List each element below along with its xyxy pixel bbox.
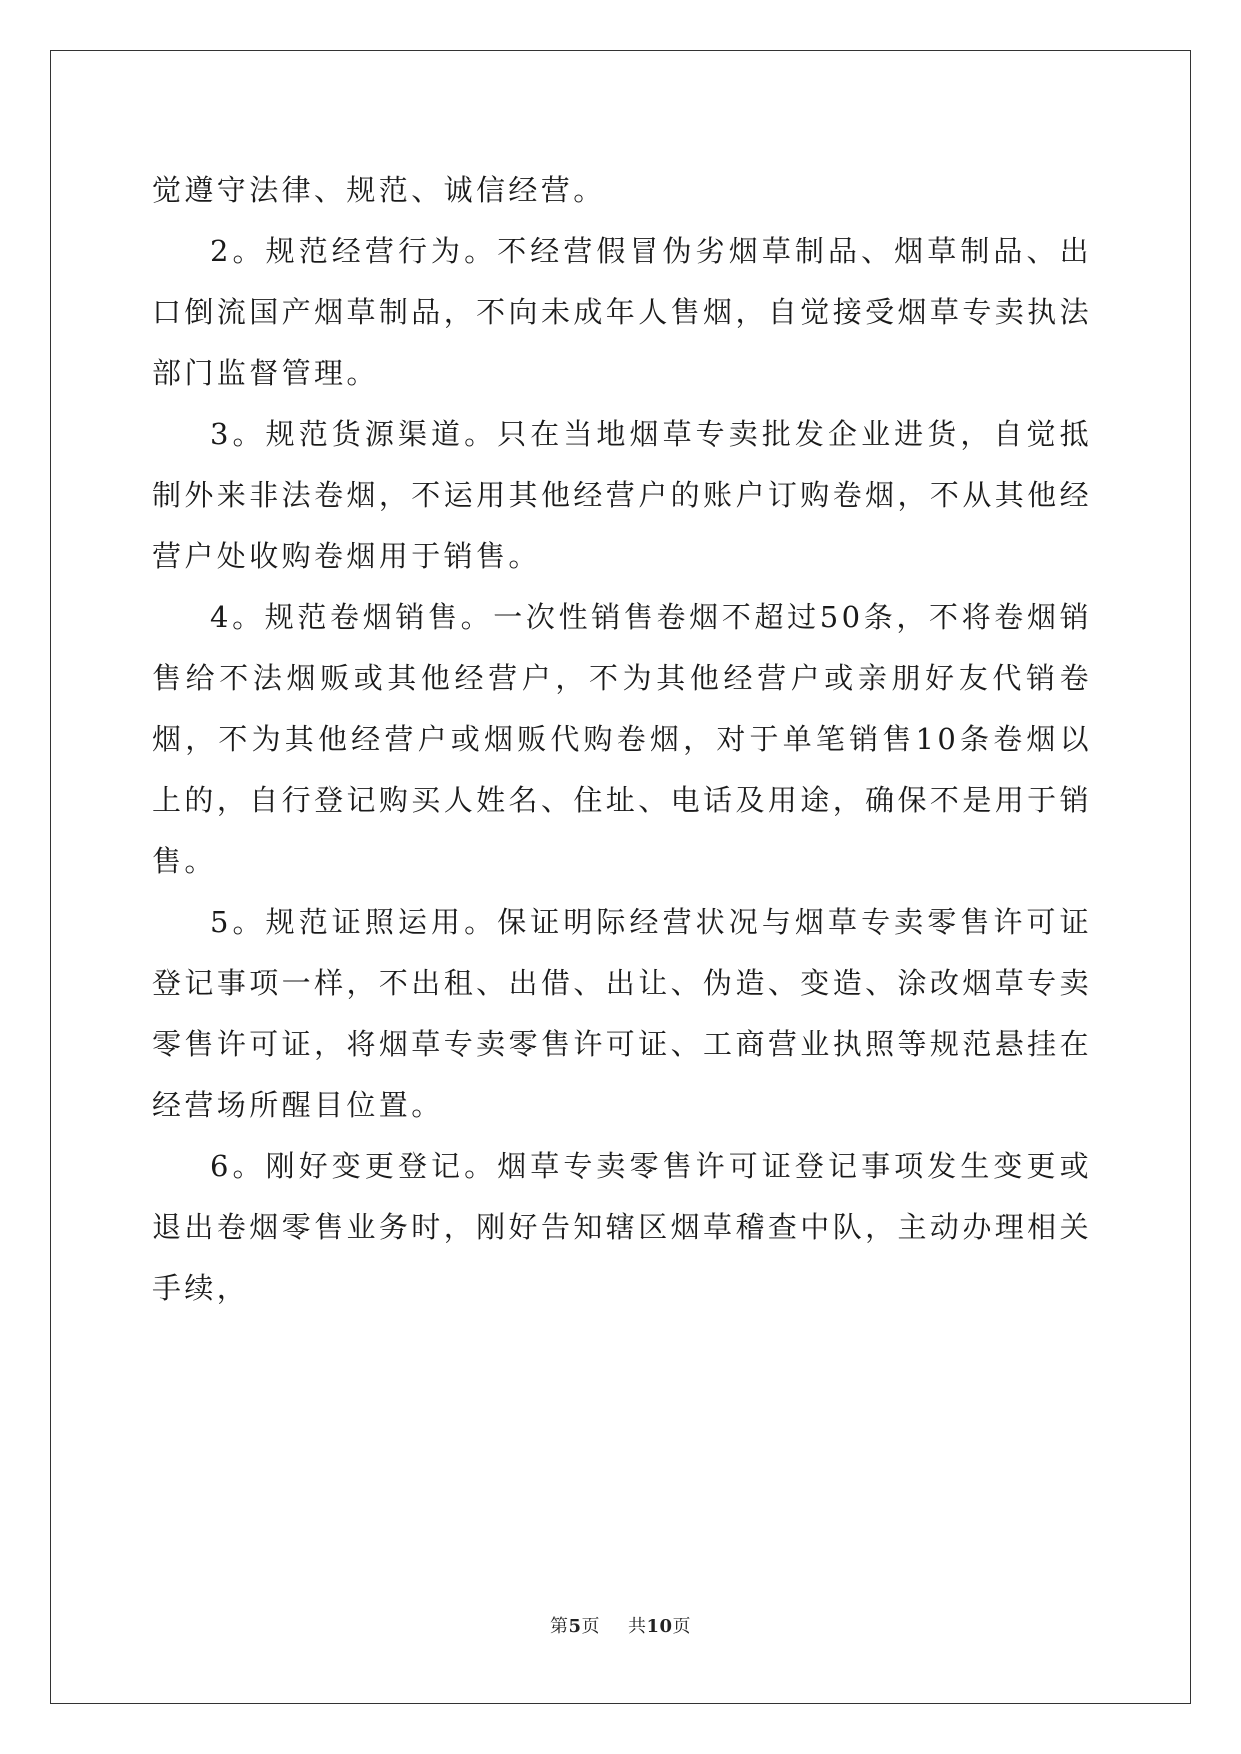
page-total-count: 10 <box>646 1616 673 1637</box>
paragraph-item-6: 6。刚好变更登记。烟草专卖零售许可证登记事项发生变更或退出卷烟零售业务时，刚好告知辖区烟草稽查中队，主动办理相关手续， <box>152 1149 1092 1305</box>
page-number-prefix: 第 <box>549 1616 569 1637</box>
page-number-current: 5 <box>568 1616 582 1637</box>
paragraph-item-3: 3。规范货源渠道。只在当地烟草专卖批发企业进货，自觉抵制外来非法卷烟，不运用其他经营户的账户订购卷烟，不从其他经营户处收购卷烟用于销售。 <box>152 417 1092 573</box>
page-total-suffix: 页 <box>672 1616 692 1637</box>
page-number-suffix: 页 <box>581 1616 600 1637</box>
page-footer <box>0 1612 1241 1638</box>
page-total-prefix: 共 <box>627 1616 647 1637</box>
document-body <box>152 160 1092 1319</box>
paragraph-item-2: 2。规范经营行为。不经营假冒伪劣烟草制品、烟草制品、出口倒流国产烟草制品，不向未成年人售烟，自觉接受烟草专卖执法部门监督管理。 <box>152 234 1092 390</box>
paragraph-continued: 觉遵守法律、规范、诚信经营。 <box>152 173 606 207</box>
paragraph-item-4: 4。规范卷烟销售。一次性销售卷烟不超过50条，不将卷烟销售给不法烟贩或其他经营户，不为其他经营户或亲朋好友代销卷烟，不为其他经营户或烟贩代购卷烟，对于单笔销售10条卷烟以上的，自行登记购买人姓名、住址、电话及用途，确保不是用于销售。 <box>152 600 1092 878</box>
paragraph-item-5: 5。规范证照运用。保证明际经营状况与烟草专卖零售许可证登记事项一样，不出租、出借、出让、伪造、变造、涂改烟草专卖零售许可证，将烟草专卖零售许可证、工商营业执照等规范悬挂在经营场所醒目位置。 <box>152 905 1092 1122</box>
